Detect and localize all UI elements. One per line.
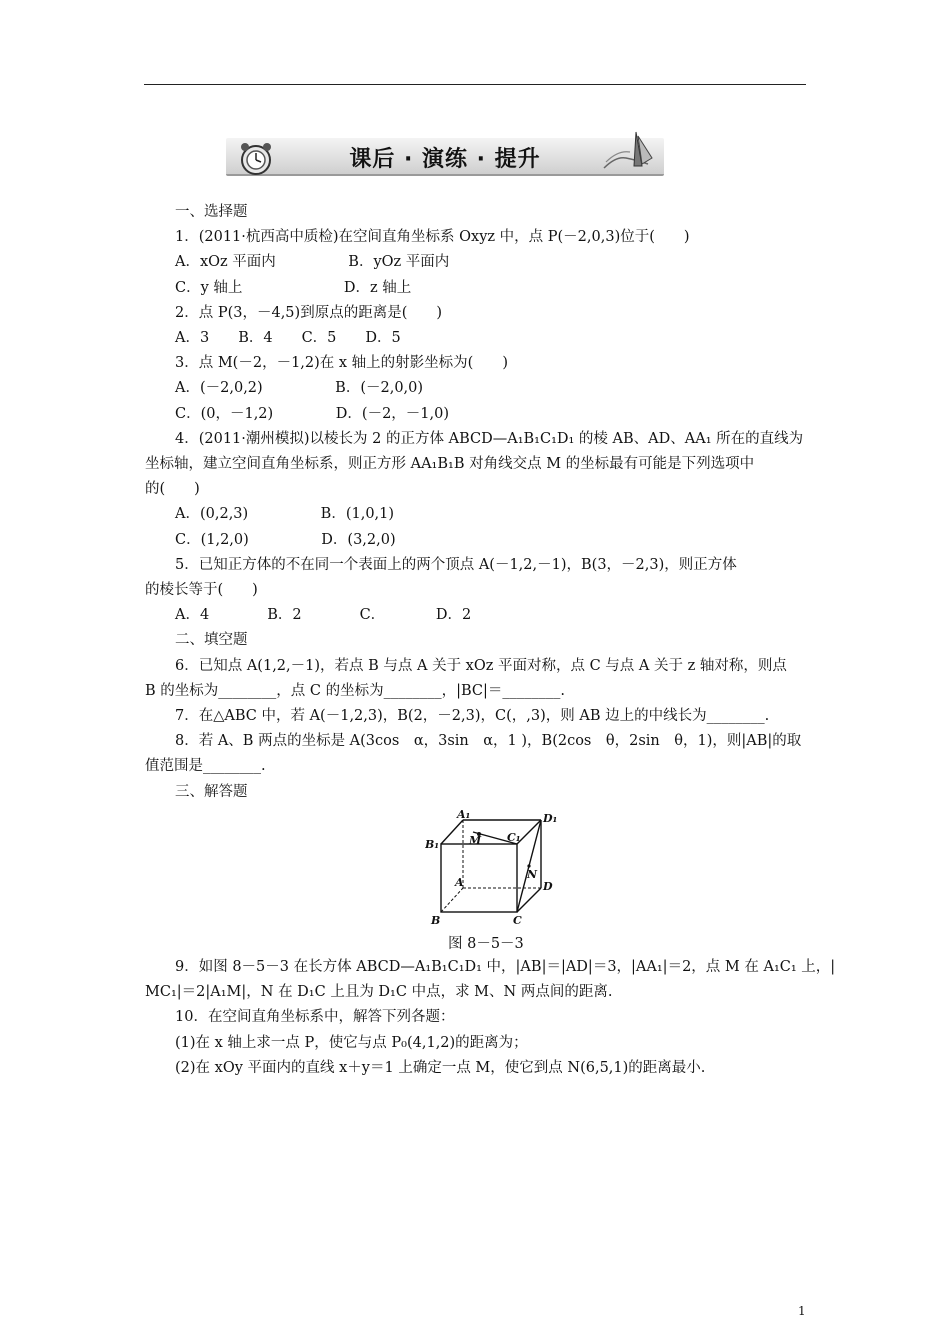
question-line: 8．若 A、B 两点的坐标是 A(3cos α，3sin α，1 )，B(2cos θ，2sin θ，1)，则|AB|的取: [175, 733, 802, 750]
question-line: 值范围是________.: [145, 758, 266, 775]
question-line: 9．如图 8－5－3 在长方体 ABCD—A₁B₁C₁D₁ 中，|AB|＝|AD|＝3，|AA₁|＝2，点 M 在 A₁C₁ 上，|: [175, 959, 836, 975]
option-line: C．(0，－1,2) D．(－2，－1,0): [175, 405, 450, 422]
section-heading: 一、选择题: [175, 204, 248, 220]
label-b: B: [431, 914, 441, 927]
question-body-continued: [145, 955, 836, 1081]
section-heading: 三、解答题: [175, 783, 248, 800]
section-banner: [226, 128, 664, 178]
label-b1: B₁: [425, 838, 440, 851]
option-line: A．(－2,0,2) B．(－2,0,0): [175, 380, 424, 397]
label-n: N: [527, 868, 538, 881]
front-face: [441, 844, 517, 912]
banner-title: 课后 · 演练 · 提升: [349, 147, 541, 172]
label-a1: A₁: [457, 808, 471, 821]
question-line: 6．已知点 A(1,2,－1)，若点 B 与点 A 关于 xOz 平面对称，点 C 与点 A 关于 z 轴对称，则点: [175, 657, 787, 674]
question-line: 4．(2011·潮州模拟)以棱长为 2 的正方体 ABCD—A₁B₁C₁D₁ 的棱 AB、AD、AA₁ 所在的直线为: [175, 430, 804, 447]
option-line: C．y 轴上 D．z 轴上: [175, 279, 412, 296]
label-a: A: [455, 876, 464, 889]
option-line: A．xOz 平面内 B．yOz 平面内: [175, 254, 450, 271]
label-c: C: [513, 914, 522, 927]
option-line: C．(1,2,0) D．(3,2,0): [175, 531, 396, 548]
label-m: M: [469, 834, 482, 847]
option-line: A．3 B．4 C．5 D．5: [175, 330, 401, 347]
question-line: 的棱长等于( ): [145, 582, 258, 599]
label-d1: D₁: [543, 812, 558, 825]
page-number: 1: [798, 1304, 806, 1318]
question-line: B 的坐标为________，点 C 的坐标为________，|BC|＝________.: [145, 682, 565, 699]
question-line: MC₁|＝2|A₁M|，N 在 D₁C 上且为 D₁C 中点，求 M、N 两点间的距离.: [145, 984, 613, 1001]
option-line: A．4 B．2 C． D．2: [175, 607, 472, 624]
hidden-edge-ba: [441, 888, 463, 912]
question-line: 的( ): [145, 481, 200, 498]
label-d: D: [543, 880, 553, 893]
question-line: (2)在 xOy 平面内的直线 x＋y＝1 上确定一点 M，使它到点 N(6,5,1)的距离最小.: [175, 1059, 706, 1076]
top-rule: [144, 84, 806, 85]
question-line: 2．点 P(3，－4,5)到原点的距离是( ): [175, 304, 443, 321]
question-line: (1)在 x 轴上求一点 P，使它与点 P₀(4,1,2)的距离为；: [175, 1034, 528, 1051]
cuboid-figure: [425, 808, 565, 928]
question-line: 7．在△ABC 中，若 A(－1,2,3)，B(2，－2,3)，C(，,3)，则 AB 边上的中线长为________.: [175, 708, 770, 725]
question-line: 10．在空间直角坐标系中，解答下列各题：: [175, 1009, 455, 1026]
quill-icon: [596, 128, 656, 174]
figure-caption: 图 8－5－3: [448, 936, 524, 952]
section-heading: 二、填空题: [175, 632, 248, 649]
label-c1: C₁: [507, 831, 521, 844]
question-line: 3．点 M(－2，－1,2)在 x 轴上的射影坐标为( ): [175, 355, 508, 372]
question-line: 1．(2011·杭西高中质检)在空间直角坐标系 Oxyz 中，点 P(－2,0,3)位于( ): [175, 229, 690, 246]
question-line: 坐标轴，建立空间直角坐标系，则正方形 AA₁B₁B 对角线交点 M 的坐标最有可能是下列选项中: [145, 456, 755, 473]
question-body: [145, 200, 810, 805]
question-line: 5．已知正方体的不在同一个表面上的两个顶点 A(－1,2,－1)，B(3，－2,3)，则正方体: [175, 556, 737, 573]
option-line: A．(0,2,3) B．(1,0,1): [175, 506, 395, 523]
edge-b1a1: [441, 820, 463, 844]
